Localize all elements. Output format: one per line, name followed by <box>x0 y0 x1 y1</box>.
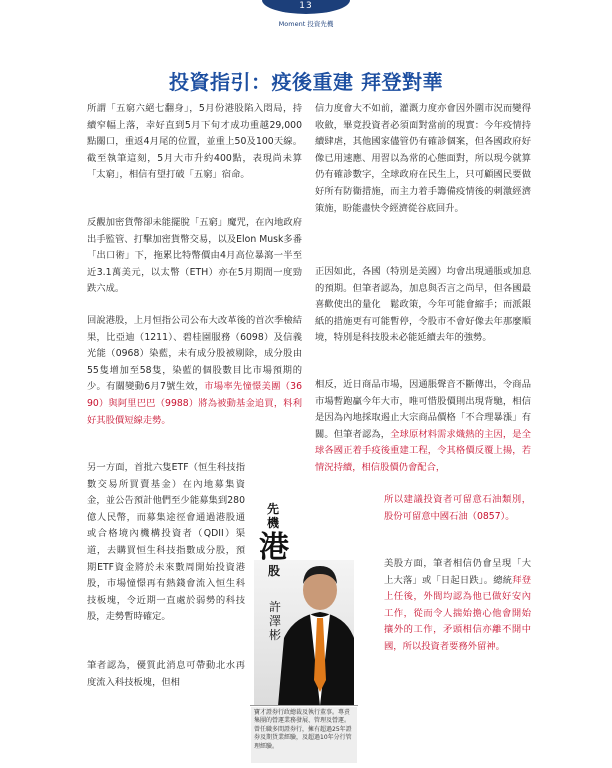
left-paragraph-1: 所謂「五窮六絕七翻身」，5月份港股陷入悶局，持續窄幅上落，幸好直到5月下旬才成功重越29,000點關口，重返4月尾的位置，並重上50及100天線。截至執筆這刻，5月大市升約400點，表現尚未算「太窮」，相信有望打破「五窮」宿命。 <box>87 103 302 181</box>
right-paragraph-4 <box>384 556 531 656</box>
section-label: Moment 投資先機 <box>278 20 334 28</box>
left-paragraph-3-text: 回說港股，上月恒指公司公布大改革後的首次季檢結果，比亞迪（1211）、碧桂園服務（6098）及信義光能（0968）染藍，未有成分股被剔除，成分股由55隻增加至58隻，染藍的個股數目比市場預期的少。有關變動6月7號生效， <box>87 315 302 393</box>
left-paragraph-3 <box>87 313 302 429</box>
left-paragraph-4: 另一方面，首批六隻ETF（恒生科技指數交易所買賣基金）在內地募集資金，並公告預計他們至少能募集到280億人民幣，而募集途徑會通過港股通或合格境內機構投資者（QDII）渠道，去購買恒生科技指數成分股，預期ETF資金將於未來數周開始投資港股，市場憧憬再有熱錢會流入恒生科技板塊，令近期一直處於弱勢的科技股，走勢暫時確定。 <box>87 462 245 623</box>
author-bio: 寶才證券行政總裁及執行董事。專責集團的營運業務發展、管理及營運。曾任職多間證券行，擁有超過25年證券及期貨業經驗，及超過10年分行管理經驗。 <box>251 707 357 763</box>
right-paragraph-4-highlight: 拜登上任後，外間均認為他已做好安內工作，從而令人揣始擔心他會開始攘外的工作，矛頭相信亦離不開中國，所以投資者要務外留神。 <box>384 574 531 652</box>
left-paragraph-2: 反觀加密貨幣卻未能擺脫「五窮」魔咒，在內地政府出手監管、打擊加密貨幣交易，以及Elon Musk多番「出口術」下，拖累比特幣價由4月高位暴瀉一半至近3.1萬美元，以太幣（ETH）亦在5月期間一度勁跌六成。 <box>87 217 302 295</box>
right-paragraph-3 <box>315 377 531 477</box>
page-number: 13 <box>299 1 313 11</box>
left-paragraph-3-highlight: 市場率先憧憬美團（3690）與阿里巴巴（9988）將為被動基金追買，料利好其股價短線走勢。 <box>87 381 302 426</box>
right-paragraph-1: 信力度會大不如前，灌溉力度亦會因外圍市況而變得收斂，畢竟投資者必須面對當前的現實：今年疫情持續肆虐，其他國家儘管仍有確診個案，但各國政府好像已用速應、用習以為常的心態面對，所以現今就算仍有確診數字，全球政府在民生上，只可顧國民要做好所有防衞措施，而主力着手籌備疫情後的刺激經濟策施，盼能盡快令經濟從谷底回升。 <box>315 103 531 214</box>
column-label-big: 港 <box>259 530 289 565</box>
right-paragraph-3-highlight: 全球原材料需求熾熱的主因，是全球各國正着手疫後重建工程，令其格價反覆上揚，若情況持續，相信股價仍會配合， <box>315 428 531 473</box>
right-paragraph-4-text: 美股方面，筆者相信仍會呈現「大上大落」或「日起日跌」。總統 <box>384 558 531 586</box>
right-paragraph-2: 正因如此，各國（特別是美國）均會出現通脹或加息的預期。但筆者認為，加息與否言之尚早，但各國最喜歡使出的量化 鬆政策，今年可能會縮手；而派銀紙的措施更有可能暫停，令股市不會好像去年那麼順境，特別是科技股未必能延續去年的強勢。 <box>315 266 531 344</box>
column-label-top: 先機 <box>266 502 279 530</box>
bio-divider <box>250 705 358 706</box>
right-paragraph-3-text: 相反，近日商品市場，因通脹聲音不斷傳出，令商品市場暫跑贏今年大市，唯可惜股價則出現背馳，相信是因為內地採取遏止大宗商品價格「不合理暴漲」有關。但筆者認為， <box>315 379 531 440</box>
left-paragraph-5: 筆者認為，優質此消息可帶動北水再度流入科技板塊，但相 <box>87 660 245 688</box>
article-title: 投資指引：疫後重建 拜登對華 <box>169 70 443 94</box>
author-name: 許澤彬 <box>268 600 281 642</box>
right-paragraph-3-recommendation: 所以建議投資者可留意石油類別，股份可留意中國石油（0857）。 <box>384 494 531 522</box>
column-label-bottom: 股 <box>267 564 280 578</box>
